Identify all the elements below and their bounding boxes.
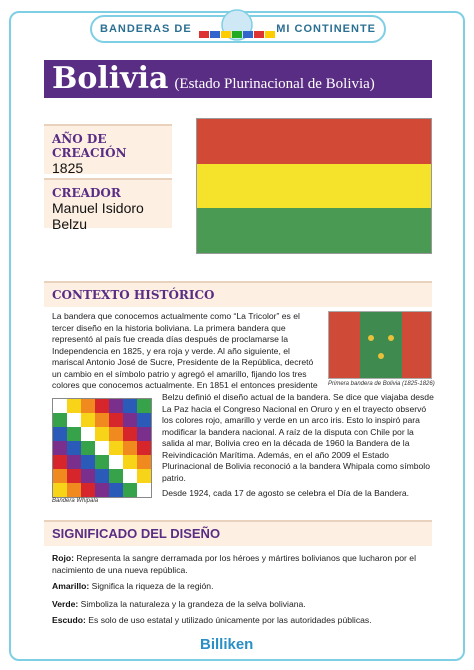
meaning-item-yellow — [52, 580, 432, 592]
meaning-item-shield — [52, 614, 432, 626]
whipala-cell — [81, 413, 95, 427]
whipala-cell — [137, 427, 151, 441]
whipala-cell — [137, 483, 151, 497]
whipala-cell — [137, 399, 151, 413]
official-name: (Estado Plurinacional de Bolivia) — [174, 76, 375, 92]
whipala-cell — [109, 441, 123, 455]
star-icon — [329, 312, 433, 380]
whipala-cell — [81, 441, 95, 455]
history-paragraph-2: Belzu definió el diseño actual de la bandera. Se dice que viajaba desde La Paz hacia el Congreso Nacional en Oruro y en el trayecto observó los colores rojo, amarillo y verde en un arco iris. Esto lo inspiró para modificar la bandera nacional. A raíz de la disputa con Chile por la salida al mar, Bolivia creo en la década de 1960 la Bandera de la Reivindicación Marítima. Además, en el año 2009 el Estado Plurinacional de Bolivia reconoció a la bandera Whipala como símbolo patrio. — [162, 392, 434, 483]
whipala-cell — [67, 399, 81, 413]
whipala-flag — [52, 398, 152, 498]
whipala-cell — [123, 483, 137, 497]
meaning-item-red — [52, 552, 432, 576]
whipala-cell — [81, 483, 95, 497]
whipala-cell — [53, 441, 67, 455]
meaning-value: Representa la sangre derramada por los héroes y mártires bolivianos que lucharon por el nacimiento de una nueva república. — [52, 553, 416, 575]
flag-stripe-yellow — [197, 164, 431, 209]
whipala-cell — [95, 413, 109, 427]
whipala-cell — [67, 469, 81, 483]
series-header-left: BANDERAS DE — [100, 23, 192, 35]
whipala-cell — [81, 455, 95, 469]
meaning-key: Verde: — [52, 599, 79, 609]
whipala-cell — [109, 455, 123, 469]
country-name: Bolivia — [52, 61, 169, 96]
whipala-cell — [109, 427, 123, 441]
meaning-key: Amarillo: — [52, 581, 90, 591]
whipala-cell — [53, 455, 67, 469]
whipala-cell — [53, 483, 67, 497]
meaning-value: Simboliza la naturaleza y la grandeza de la selva boliviana. — [78, 599, 306, 609]
creation-box — [44, 124, 172, 174]
whipala-cell — [123, 455, 137, 469]
meaning-value: Significa la riqueza de la región. — [89, 581, 214, 591]
history-title: CONTEXTO HISTÓRICO — [52, 288, 215, 302]
meaning-title: SIGNIFICADO DEL DISEÑO — [52, 526, 221, 541]
whipala-cell — [109, 469, 123, 483]
whipala-cell — [137, 455, 151, 469]
whipala-cell — [67, 441, 81, 455]
whipala-cell — [53, 399, 67, 413]
whipala-cell — [53, 413, 67, 427]
first-flag-1825 — [328, 311, 432, 379]
creator-label: CREADOR — [52, 186, 121, 200]
whipala-cell — [95, 441, 109, 455]
whipala-cell — [109, 399, 123, 413]
meaning-value: Es solo de uso estatal y utilizado únicamente por las autoridades públicas. — [85, 615, 372, 625]
whipala-cell — [137, 413, 151, 427]
whipala-cell — [81, 469, 95, 483]
billiken-logo: Billiken — [200, 636, 254, 653]
meaning-section-bar — [44, 520, 432, 546]
whipala-cell — [137, 441, 151, 455]
history-paragraph-1: La bandera que conocemos actualmente como “La Tricolor” es el tercer diseño en la historia boliviana. La primera bandera que representó al país fue creada días después de proclamarse la Independencia en 1825, y era roja y verde. Al año siguiente, el mariscal Antonio José de Sucre, Presidente de la República, decretó un cambio en el símbolo patrio y agregó el amarillo, fijando los tres colores que conocemos actualmente. En 1851 el entonces presidente — [52, 311, 318, 390]
whipala-cell — [53, 427, 67, 441]
whipala-cell — [67, 455, 81, 469]
whipala-cell — [53, 469, 67, 483]
caption-whipala: Bandera Whipala — [52, 498, 99, 504]
whipala-cell — [123, 413, 137, 427]
whipala-cell — [67, 413, 81, 427]
bolivia-flag — [196, 118, 432, 254]
whipala-cell — [95, 427, 109, 441]
title-bar — [44, 60, 432, 98]
whipala-cell — [95, 469, 109, 483]
creator-value: Manuel Isidoro Belzu — [52, 200, 144, 232]
whipala-cell — [123, 427, 137, 441]
whipala-cell — [81, 399, 95, 413]
series-header-right: MI CONTINENTE — [276, 23, 376, 35]
meaning-key: Rojo: — [52, 553, 74, 563]
flag-stripe-green — [197, 208, 431, 253]
whipala-cell — [81, 427, 95, 441]
whipala-cell — [95, 455, 109, 469]
creation-label: AÑO DE CREACIÓN — [52, 132, 127, 160]
caption-first-flag: Primera bandera de Bolivia (1825-1826) — [328, 381, 435, 387]
whipala-cell — [123, 399, 137, 413]
history-section-bar — [44, 281, 432, 307]
globe-flags-icon — [193, 9, 281, 47]
whipala-cell — [67, 483, 81, 497]
flag-stripe-red — [197, 119, 431, 164]
history-paragraph-3: Desde 1924, cada 17 de agosto se celebra el Día de la Bandera. — [162, 488, 410, 498]
whipala-cell — [95, 399, 109, 413]
whipala-cell — [123, 441, 137, 455]
whipala-cell — [67, 427, 81, 441]
meaning-key: Escudo: — [52, 615, 86, 625]
whipala-cell — [109, 413, 123, 427]
meaning-item-green — [52, 598, 432, 610]
whipala-cell — [123, 469, 137, 483]
whipala-cell — [137, 469, 151, 483]
creator-box — [44, 178, 172, 232]
whipala-cell — [95, 483, 109, 497]
creation-value: 1825 — [52, 160, 84, 176]
whipala-cell — [109, 483, 123, 497]
